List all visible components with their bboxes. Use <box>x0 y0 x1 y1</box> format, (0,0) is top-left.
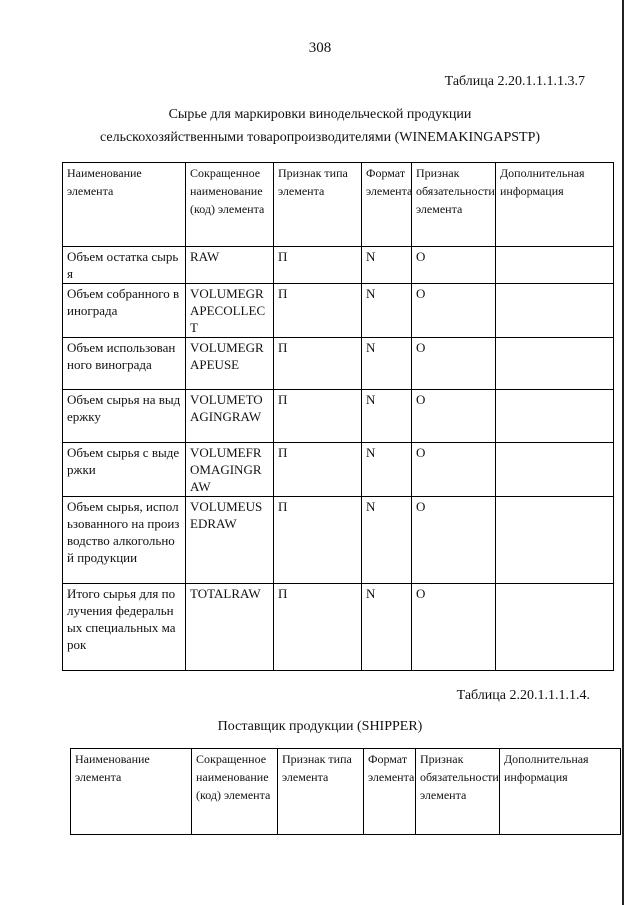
cell-name: Объем сырья на выдержку <box>63 390 186 443</box>
cell-type: П <box>274 390 362 443</box>
cell-code: VOLUMEGRAPEUSE <box>186 338 274 390</box>
cell-required: О <box>412 247 496 284</box>
table-row <box>63 247 614 284</box>
header-name: Наименование элемента <box>71 749 192 835</box>
cell-name: Объем сырья с выдержки <box>63 443 186 497</box>
cell-code: VOLUMEGRAPECOLLECT <box>186 284 274 338</box>
cell-required: О <box>412 497 496 584</box>
cell-type: П <box>274 443 362 497</box>
cell-type: П <box>274 247 362 284</box>
cell-format: N <box>362 584 412 671</box>
cell-format: N <box>362 443 412 497</box>
header-type: Признак типа элемента <box>274 163 362 247</box>
cell-format: N <box>362 390 412 443</box>
cell-name: Итого сырья для получения федеральных специальных марок <box>63 584 186 671</box>
cell-info <box>496 584 614 671</box>
cell-code: RAW <box>186 247 274 284</box>
cell-required: О <box>412 338 496 390</box>
table-row <box>63 284 614 338</box>
table2-title: Поставщик продукции (SHIPPER) <box>217 719 423 734</box>
page-number: 308 <box>308 40 332 56</box>
table1-title-line2: сельскохозяйственными товаропроизводителями (WINEMAKINGAPSTP) <box>99 130 541 145</box>
cell-required: О <box>412 284 496 338</box>
table1-title-line1: Сырье для маркировки винодельческой продукции <box>168 107 472 122</box>
cell-name: Объем использованного винограда <box>63 338 186 390</box>
table-row <box>63 497 614 584</box>
header-required: Признак обязательности элемента <box>416 749 500 835</box>
cell-code: VOLUMEUSEDRAW <box>186 497 274 584</box>
cell-format: N <box>362 497 412 584</box>
cell-code: VOLUMEFROMAGINGRAW <box>186 443 274 497</box>
header-name: Наименование элемента <box>63 163 186 247</box>
cell-info <box>496 497 614 584</box>
header-required: Признак обязательности элемента <box>412 163 496 247</box>
header-format: Формат элемента <box>362 163 412 247</box>
cell-code: TOTALRAW <box>186 584 274 671</box>
cell-type: П <box>274 338 362 390</box>
cell-info <box>496 338 614 390</box>
table-row <box>63 584 614 671</box>
header-info: Дополнительная информация <box>500 749 621 835</box>
header-info: Дополнительная информация <box>496 163 614 247</box>
cell-type: П <box>274 584 362 671</box>
cell-name: Объем собранного винограда <box>63 284 186 338</box>
cell-format: N <box>362 284 412 338</box>
table2 <box>70 748 621 835</box>
table-row <box>63 443 614 497</box>
cell-info <box>496 443 614 497</box>
header-type: Признак типа элемента <box>278 749 364 835</box>
cell-name: Объем остатка сырья <box>63 247 186 284</box>
cell-info <box>496 247 614 284</box>
cell-format: N <box>362 247 412 284</box>
header-code: Сокращенное наименование (код) элемента <box>186 163 274 247</box>
cell-name: Объем сырья, использованного на производство алкогольной продукции <box>63 497 186 584</box>
table1-header-row <box>63 163 614 247</box>
table1 <box>62 162 614 671</box>
table-row <box>63 338 614 390</box>
cell-required: О <box>412 390 496 443</box>
cell-type: П <box>274 497 362 584</box>
header-format: Формат элемента <box>364 749 416 835</box>
cell-required: О <box>412 584 496 671</box>
cell-required: О <box>412 443 496 497</box>
table2-caption: Таблица 2.20.1.1.1.1.4. <box>456 688 590 703</box>
cell-info <box>496 390 614 443</box>
table2-header-row <box>71 749 621 835</box>
cell-code: VOLUMETOAGINGRAW <box>186 390 274 443</box>
header-code: Сокращенное наименование (код) элемента <box>192 749 278 835</box>
table1-caption: Таблица 2.20.1.1.1.1.3.7 <box>444 74 585 89</box>
cell-info <box>496 284 614 338</box>
cell-format: N <box>362 338 412 390</box>
cell-type: П <box>274 284 362 338</box>
table1-title <box>0 103 640 149</box>
table-row <box>63 390 614 443</box>
